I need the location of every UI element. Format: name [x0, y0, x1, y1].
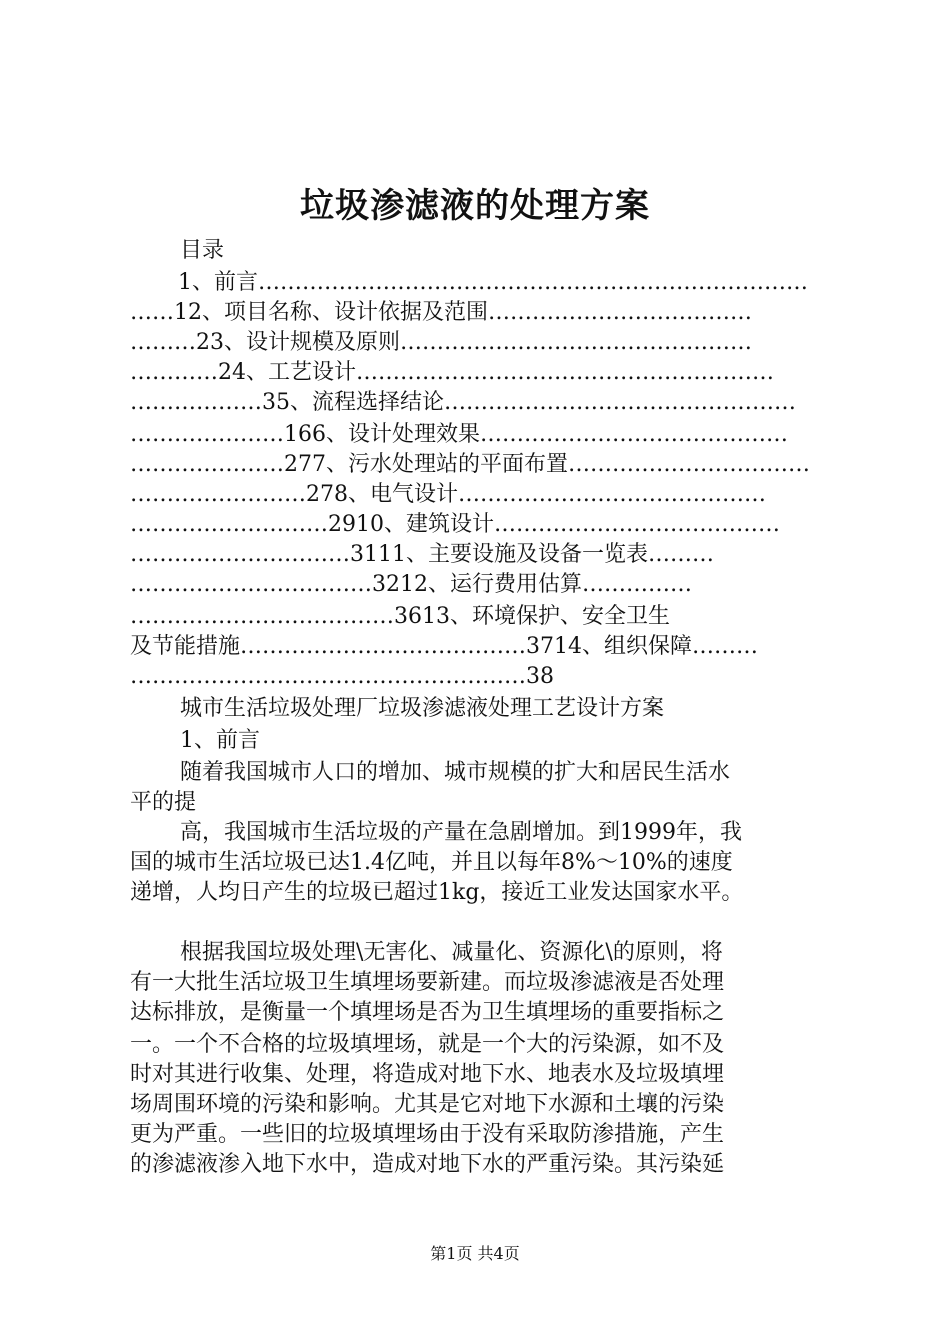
- paragraph-line: 场周围环境的污染和影响。尤其是它对地下水源和土壤的污染: [130, 1092, 725, 1117]
- toc-line: …………24、工艺设计…………………………………………………: [130, 360, 774, 385]
- toc-line: ………………………2910、建筑设计…………………………………: [130, 512, 780, 537]
- toc-line: …………………………3111、主要设施及设备一览表………: [130, 542, 714, 567]
- toc-line: ……12、项目名称、设计依据及范围………………………………: [130, 300, 752, 325]
- toc-line: ……………………278、电气设计……………………………………: [130, 482, 766, 507]
- paragraph-line: 国的城市生活垃圾已达1.4亿吨，并且以每年8%～10%的速度: [130, 850, 733, 875]
- paragraph-line: 有一大批生活垃圾卫生填埋场要新建。而垃圾渗滤液是否处理: [130, 970, 725, 995]
- paragraph-line: 一。一个不合格的垃圾填埋场，就是一个大的污染源，如不及: [130, 1032, 725, 1057]
- toc-line: …………………166、设计处理效果……………………………………: [130, 422, 788, 447]
- toc-line: 及节能措施…………………………………3714、组织保障………: [130, 634, 758, 659]
- toc-line: ………………35、流程选择结论…………………………………………: [130, 390, 796, 415]
- paragraph-line: 根据我国垃圾处理\无害化、减量化、资源化\的原则，将: [180, 940, 723, 965]
- section-heading: 1、前言: [180, 728, 260, 753]
- toc-line: ………23、设计规模及原则…………………………………………: [130, 330, 752, 355]
- paragraph-line: 时对其进行收集、处理，将造成对地下水、地表水及垃圾填埋: [130, 1062, 725, 1087]
- toc-line: 1、前言…………………………………………………………………: [178, 270, 808, 295]
- toc-line: ………………………………………………38: [130, 664, 554, 689]
- paragraph-line: 达标排放，是衡量一个填埋场是否为卫生填埋场的重要指标之: [130, 1000, 725, 1025]
- page-footer: 第1页 共4页: [430, 1244, 520, 1263]
- toc-heading: 目录: [180, 238, 225, 263]
- paragraph-line: 高，我国城市生活垃圾的产量在急剧增加。到1999年，我: [180, 820, 742, 845]
- paragraph-line: 随着我国城市人口的增加、城市规模的扩大和居民生活水: [180, 760, 731, 785]
- document-title: 垃圾渗滤液的处理方案: [300, 186, 650, 226]
- paragraph-line: 的渗滤液渗入地下水中，造成对地下水的严重污染。其污染延: [130, 1152, 725, 1177]
- toc-line: …………………277、污水处理站的平面布置……………………………: [130, 452, 810, 477]
- paragraph-line: 递增，人均日产生的垃圾已超过1kg，接近工业发达国家水平。: [130, 880, 744, 905]
- document-subtitle: 城市生活垃圾处理厂垃圾渗滤液处理工艺设计方案: [180, 696, 665, 721]
- toc-line: ………………………………3613、环境保护、安全卫生: [130, 604, 670, 629]
- toc-line: ……………………………3212、运行费用估算……………: [130, 572, 692, 597]
- paragraph-line: 平的提: [130, 790, 197, 815]
- paragraph-line: 更为严重。一些旧的垃圾填埋场由于没有采取防渗措施，产生: [130, 1122, 725, 1147]
